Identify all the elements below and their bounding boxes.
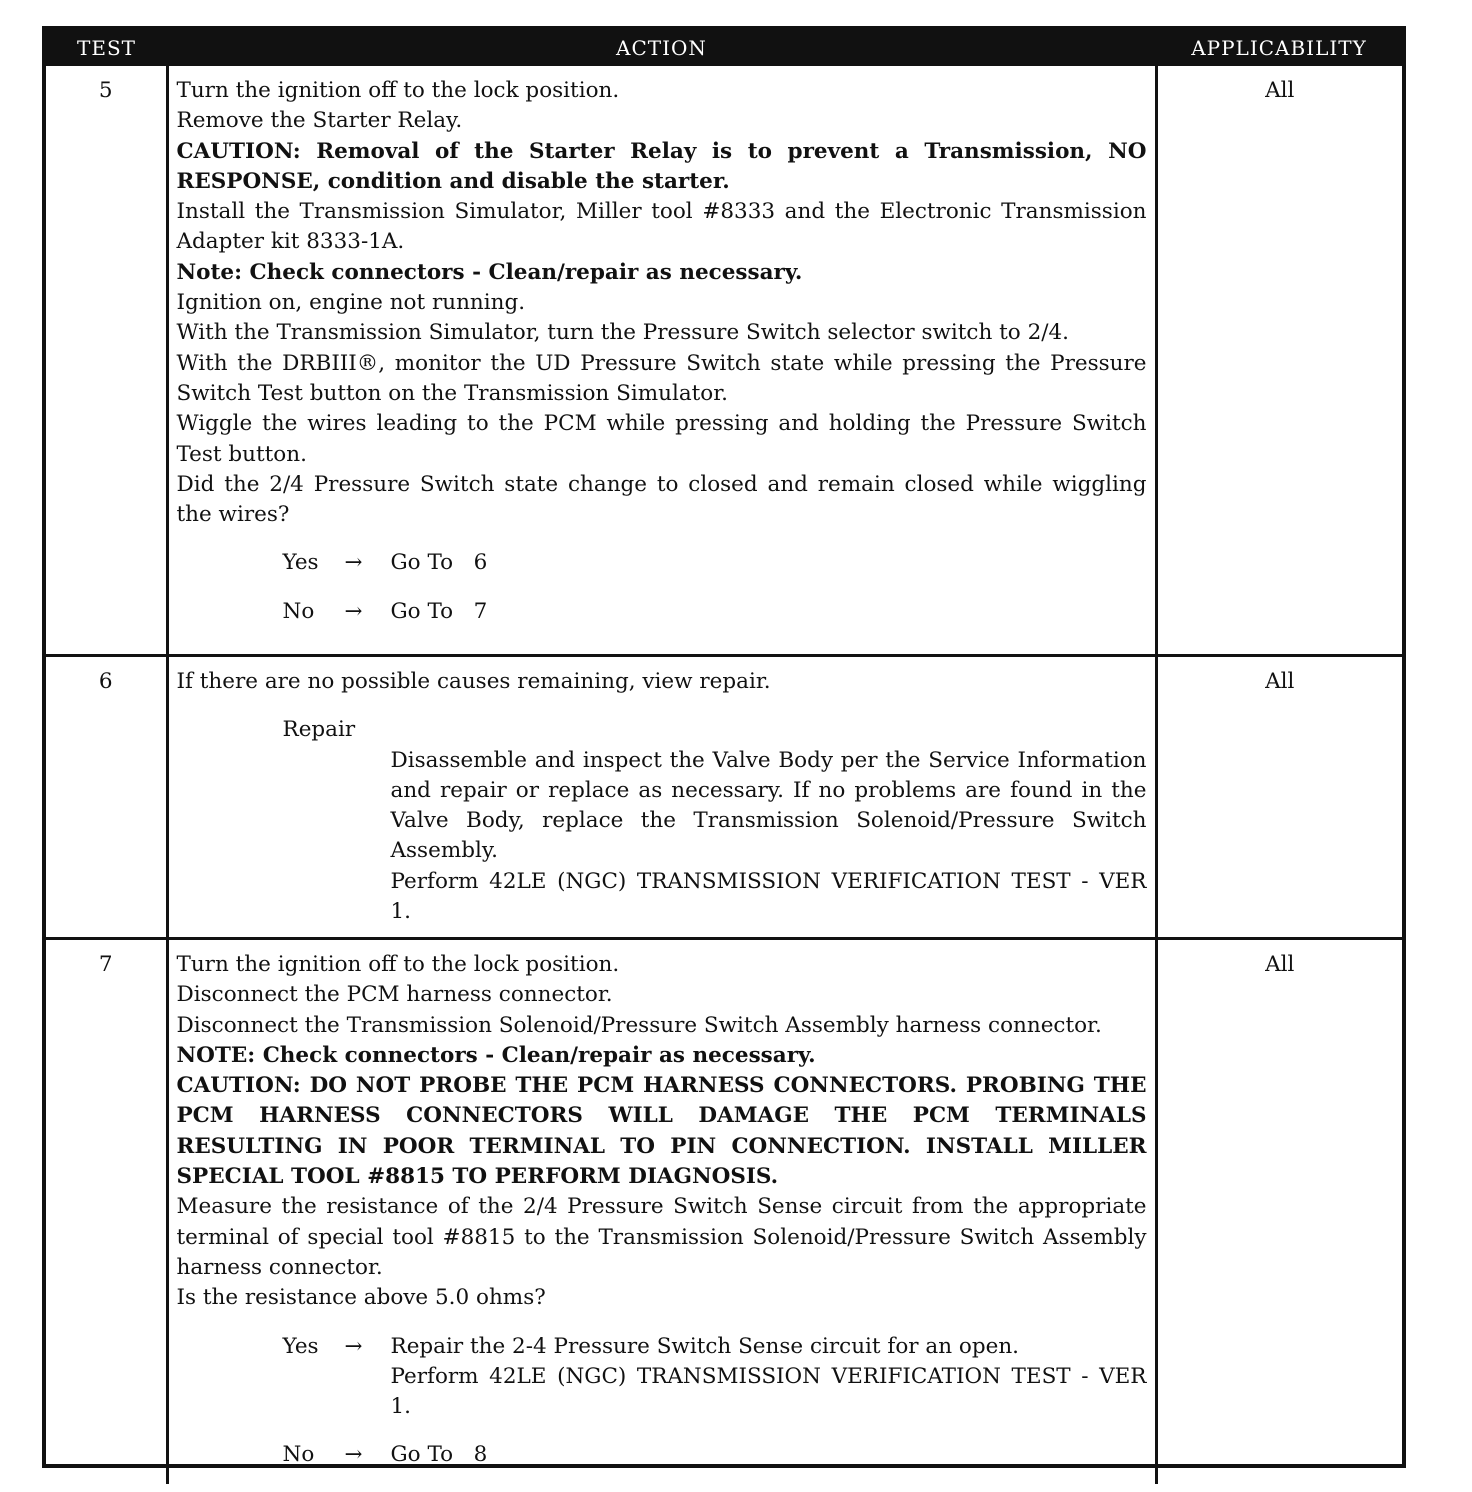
table-row-test-7	[46, 939, 1402, 1485]
yes-result-line: Repair the 2-4 Pressure Switch Sense circuit for an open.	[390, 1333, 1020, 1359]
no-result: Go To 7	[390, 598, 488, 624]
repair-text: Disassemble and inspect the Valve Body per the Service Information and repair or replace as necessary. If no problems are found in the Valve Body, replace the Transmission Solenoid/Pressure Switch Assembly.	[390, 747, 1147, 864]
action-line: Disconnect the PCM harness connector.	[176, 982, 613, 1008]
caution-text: CAUTION: DO NOT PROBE THE PCM HARNESS CONNECTORS. PROBING THE PCM HARNESS CONNECTORS WILL DAMAGE THE PCM TERMINALS RESULTING IN POOR TERMINAL TO PIN CONNECTION. INSTALL MILLER SPECIAL TOOL #8815 TO PERFORM DIAGNOSIS.	[176, 1073, 1147, 1190]
no-choice	[283, 597, 1147, 627]
note-text: NOTE: Check connectors - Clean/repair as necessary.	[176, 1042, 816, 1068]
arrow-right-icon: →	[344, 1333, 363, 1359]
action-cell	[167, 66, 1156, 656]
no-label: No	[282, 598, 315, 624]
question-text: Did the 2/4 Pressure Switch state change to closed and remain closed while wiggling the wires?	[176, 471, 1147, 528]
action-line: Wiggle the wires leading to the PCM while pressing and holding the Pressure Switch Test button.	[176, 411, 1147, 467]
action-cell	[167, 656, 1156, 939]
applicability-cell: All	[1156, 66, 1402, 656]
action-line: Turn the ignition off to the lock position.	[176, 78, 620, 103]
header-applicability: APPLICABILITY	[1156, 30, 1402, 66]
caution-text: CAUTION: Removal of the Starter Relay is to prevent a Transmission, NO RESPONSE, condition and disable the starter.	[176, 138, 1147, 194]
test-number: 5	[46, 66, 167, 656]
action-line: Remove the Starter Relay.	[176, 108, 463, 134]
repair-text: Perform 42LE (NGC) TRANSMISSION VERIFICATION TEST - VER 1.	[390, 868, 1147, 925]
arrow-right-icon: →	[344, 1442, 363, 1468]
note-text: Note: Check connectors - Clean/repair as necessary.	[176, 259, 803, 285]
test-number: 6	[46, 656, 167, 939]
action-line: Turn the ignition off to the lock position.	[176, 952, 620, 977]
repair-label: Repair	[282, 717, 356, 743]
action-line: Install the Transmission Simulator, Miller tool #8333 and the Electronic Transmission Adapter kit 8333-1A.	[176, 199, 1147, 255]
header-action: ACTION	[167, 30, 1156, 66]
diagnostic-test-table-frame	[42, 26, 1406, 1468]
header-test: TEST	[46, 30, 167, 66]
yes-result	[391, 1332, 1147, 1423]
yes-choice	[283, 1332, 1147, 1423]
table-row-test-6	[46, 656, 1402, 939]
question-text: Is the resistance above 5.0 ohms?	[176, 1285, 546, 1311]
action-line: Ignition on, engine not running.	[176, 290, 526, 316]
diagnostic-test-table	[46, 30, 1402, 1484]
action-cell	[167, 939, 1156, 1485]
action-line: With the Transmission Simulator, turn the Pressure Switch selector switch to 2/4.	[176, 320, 1070, 346]
test-number: 7	[46, 939, 167, 1485]
applicability-cell: All	[1156, 656, 1402, 939]
yes-result-line: Perform 42LE (NGC) TRANSMISSION VERIFICATION TEST - VER 1.	[390, 1363, 1147, 1420]
action-line: With the DRBIII®, monitor the UD Pressure Switch state while pressing the Pressure Switch Test button on the Transmission Simulator.	[176, 350, 1147, 406]
no-choice	[283, 1440, 1147, 1470]
applicability-cell: All	[1156, 939, 1402, 1485]
action-line: If there are no possible causes remaining, view repair.	[176, 669, 771, 694]
action-line: Measure the resistance of the 2/4 Pressure Switch Sense circuit from the appropriate terminal of special tool #8815 to the Transmission Solenoid/Pressure Switch Assembly harness connector.	[176, 1194, 1147, 1280]
no-label: No	[282, 1442, 315, 1468]
arrow-right-icon: →	[344, 598, 363, 624]
yes-label: Yes	[282, 550, 319, 576]
action-line: Disconnect the Transmission Solenoid/Pressure Switch Assembly harness connector.	[176, 1012, 1102, 1038]
yes-label: Yes	[282, 1333, 319, 1359]
table-row-test-5	[46, 66, 1402, 656]
arrow-right-icon: →	[344, 550, 363, 576]
no-result: Go To 8	[390, 1442, 488, 1468]
yes-result: Go To 6	[390, 550, 488, 576]
yes-choice	[283, 548, 1147, 578]
table-header-row	[46, 30, 1402, 66]
